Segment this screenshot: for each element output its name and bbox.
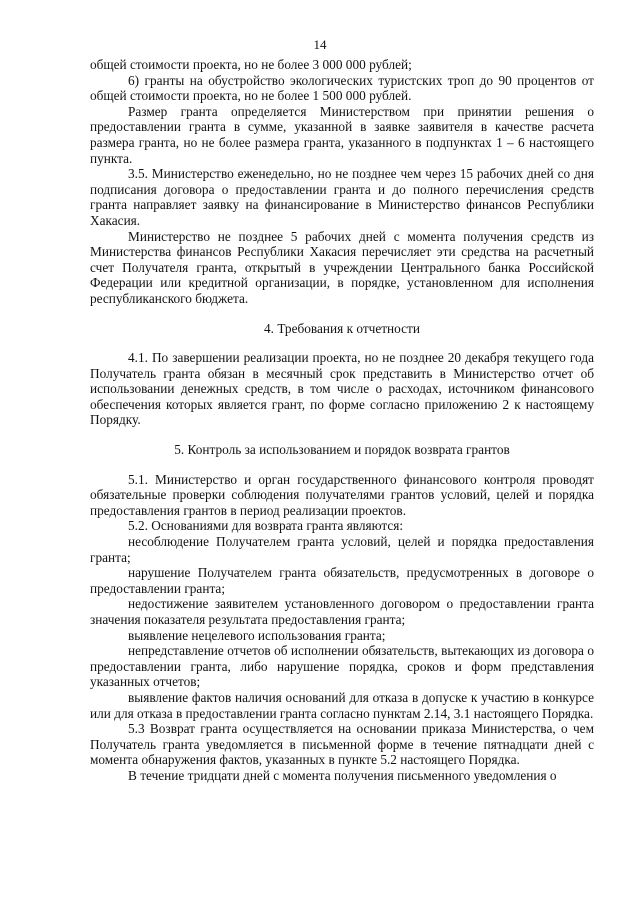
paragraph: непредставление отчетов об исполнении обязательств, вытекающих из договора о предоставлении гранта, либо нарушение порядка, сроков и форм представления указанных отчетов; [90, 643, 594, 690]
section-heading-4: 4. Требования к отчетности [264, 320, 420, 336]
paragraph: Размер гранта определяется Министерством при принятии решения о предоставлении гранта в сумме, указанной в заявке заявителя в качестве расчета размера гранта, но не более размера гранта, указанного в подпунктах 1 – 6 настоящего пункта. [90, 103, 594, 166]
paragraph: В течение тридцати дней с момента получения письменного уведомления о [128, 767, 557, 783]
paragraph: 5.1. Министерство и орган государственного финансового контроля проводят обязательные проверки соблюдения получателями грантов условий, целей и порядка предоставления грантов в период реализации проектов. [90, 471, 594, 518]
paragraph: общей стоимости проекта, но не более 3 000 000 рублей; [90, 57, 412, 72]
section-heading-5: 5. Контроль за использованием и порядок возврата грантов [174, 442, 510, 458]
paragraph: выявление фактов наличия оснований для отказа в допуске к участию в конкурсе или для отказа в предоставлении гранта согласно пунктам 2.14, 3.1 настоящего Порядка. [90, 689, 594, 721]
paragraph: несоблюдение Получателем гранта условий, целей и порядка предоставления гранта; [90, 534, 594, 565]
paragraph: недостижение заявителем установленного договором о предоставлении гранта значения показателя результата предоставления гранта; [90, 596, 594, 627]
paragraph: 3.5. Министерство еженедельно, но не позднее чем через 15 рабочих дней со дня подписания договора о предоставлении гранта и до полного перечисления средств гранта направляет заявку на финансирование в Министерство финансов Республики Хакасия. [90, 166, 594, 228]
paragraph: 5.2. Основаниями для возврата гранта являются: [128, 518, 404, 534]
paragraph: 5.3 Возврат гранта осуществляется на основании приказа Министерства, о чем Получатель гранта уведомляется в письменной форме в течение пятнадцати дней с момента обнаружения фактов, указанных в пункте 5.2 настоящего Порядка. [90, 721, 594, 768]
paragraph: 6) гранты на обустройство экологических туристских троп до 90 процентов от общей стоимости проекта, но не более 1 500 000 рублей. [90, 72, 594, 104]
paragraph: 4.1. По завершении реализации проекта, но не позднее 20 декабря текущего года Получатель гранта обязан в месячный срок представить в Министерство отчет об использовании денежных средств, в том числе о расходах, источником финансового обеспечения которых является грант, по форме согласно приложению 2 к настоящему Порядку. [90, 350, 594, 428]
paragraph: выявление нецелевого использования гранта; [128, 627, 386, 643]
paragraph: нарушение Получателем гранта обязательств, предусмотренных в договоре о предоставлении гранта; [90, 565, 594, 596]
page-number: 14 [313, 37, 327, 52]
document-body [90, 57, 594, 784]
paragraph: Министерство не позднее 5 рабочих дней с момента получения средств из Министерства финансов Республики Хакасия перечисляет эти средства на расчетный счет Получателя гранта, открытый в учреждении Центрального банка Российской Федерации или кредитной организации, в порядке, установленном для исполнения республиканского бюджета. [90, 228, 594, 306]
